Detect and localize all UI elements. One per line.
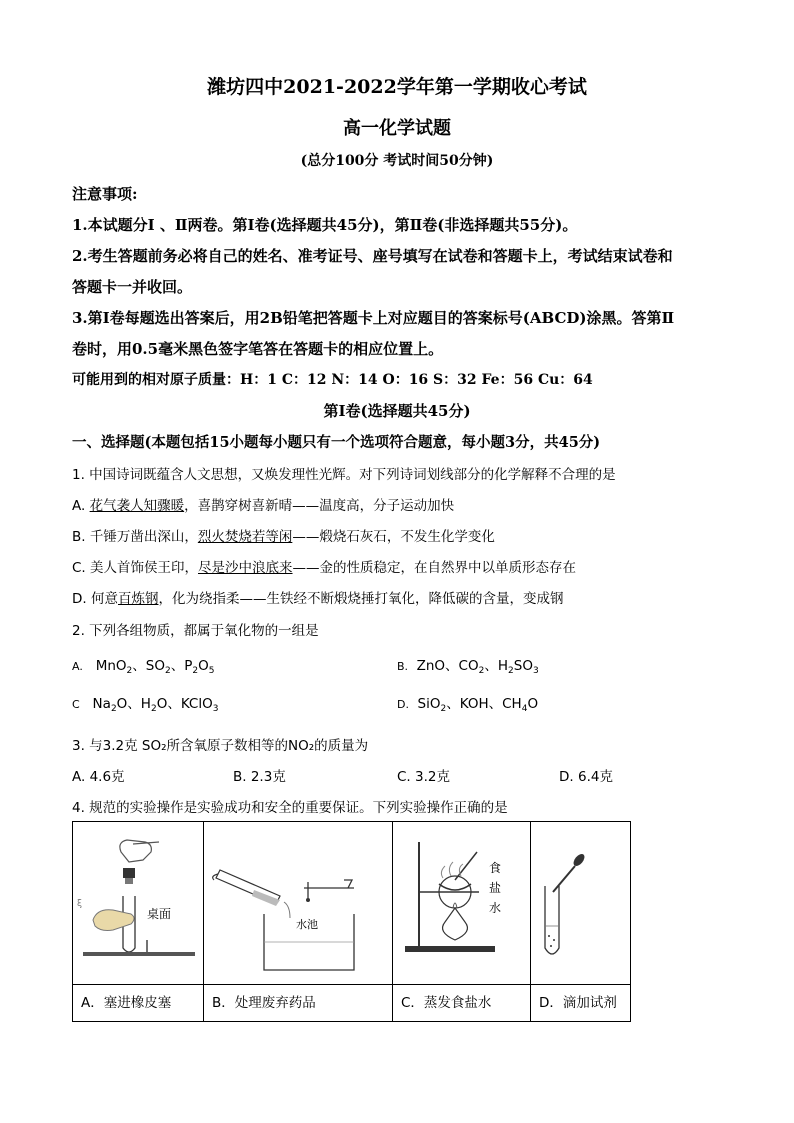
q1-stem: 1. 中国诗词既蕴含人文思想，又焕发理性光辉。对下列诗词划线部分的化学解释不合理的是 — [72, 467, 616, 483]
q3-stem: 3. 与3.2克 SO₂所含氧原子数相等的NO₂的质量为 — [72, 738, 369, 754]
notes-heading: 注意事项: — [72, 185, 138, 203]
note-item-3-line-2: 卷时，用0.5毫米黑色签字笔答在答题卡的相应位置上。 — [72, 340, 444, 358]
q1-option-a: A. 花气袭人知骤暖，喜鹊穿树喜新晴——温度高，分子运动加快 — [72, 498, 455, 514]
q3-option-b: B. 2.3克 — [233, 769, 286, 785]
exam-meta: (总分100分 考试时间50分钟) — [300, 153, 494, 169]
q2-option-c: C $Na_2O$、$H_2O$、KClO$_3$ — [72, 696, 219, 714]
part-1-heading: 一、选择题(本题包括15小题每小题只有一个选项符合题意，每小题3分，共45分) — [72, 434, 601, 451]
q3-option-c: C. 3.2克 — [397, 769, 450, 785]
q1-option-d: D. 何意百炼钢，化为绕指柔——生铁经不断煅烧捶打氧化，降低碳的含量，变成钢 — [72, 591, 564, 607]
q3-option-a: A. 4.6克 — [72, 769, 125, 785]
note-item-2-line-1: 2.考生答题前务必将自己的姓名、准考证号、座号填写在试卷和答题卡上，考试结束试卷和 — [72, 247, 673, 265]
note-item-1: 1.本试题分Ⅰ 、Ⅱ两卷。第Ⅰ卷(选择题共45分)，第Ⅱ卷(非选择题共55分)。 — [72, 216, 578, 234]
q4-figure-d — [531, 822, 631, 985]
q1-option-b: B. 千锤万凿出深山，烈火焚烧若等闲——煅烧石灰石，不发生化学变化 — [72, 529, 495, 545]
q4-caption-c: C．蒸发食盐水 — [401, 995, 492, 1011]
figure-b-label: 水池 — [296, 918, 318, 931]
q2-option-a: A. MnO$_2$、$SO_2$、$P_2O_5$ — [72, 658, 215, 676]
figure-a-label: 桌面 — [147, 907, 172, 921]
figure-c-label-3: 水 — [489, 901, 502, 915]
q4-figure-a — [73, 822, 204, 985]
atomic-mass-line: 可能用到的相对原子质量：H：1 C：12 N：14 O：16 S：32 Fe：56 Cu：64 — [72, 372, 593, 388]
q2-option-b: B. ZnO、$CO_2$、$H_2SO_3$ — [397, 658, 539, 676]
figure-c-label-2: 盐 — [489, 881, 502, 895]
exam-title: 潍坊四中2021-2022学年第一学期收心考试 — [207, 76, 587, 98]
q4-caption-d: D．滴加试剂 — [539, 995, 617, 1011]
q1-option-c: C. 美人首饰侯王印，尽是沙中浪底来——金的性质稳定，在自然界中以单质形态存在 — [72, 560, 577, 576]
q2-stem: 2. 下列各组物质，都属于氧化物的一组是 — [72, 623, 319, 639]
note-item-2-line-2: 答题卡一并收回。 — [72, 278, 193, 296]
q4-figure-b — [204, 822, 393, 985]
q4-stem: 4. 规范的实验操作是实验成功和安全的重要保证。下列实验操作正确的是 — [72, 800, 508, 816]
note-item-3-line-1: 3.第Ⅰ卷每题选出答案后，用2B铅笔把答题卡上对应题目的答案标号(ABCD)涂黑。答第Ⅱ — [72, 309, 675, 327]
q4-options-table — [72, 821, 631, 1022]
q3-option-d: D. 6.4克 — [559, 769, 613, 785]
figure-c-label-1: 食 — [489, 861, 502, 875]
q4-figure-c — [393, 822, 531, 985]
section-1-heading: 第Ⅰ卷(选择题共45分) — [323, 402, 471, 420]
svg-text:ξ: ξ — [77, 899, 83, 909]
q4-caption-a: A．塞进橡皮塞 — [81, 995, 172, 1011]
q4-caption-b: B．处理废弃药品 — [212, 995, 316, 1011]
q2-option-d: D. SiO$_2$、KOH、$CH_4O$ — [397, 696, 539, 714]
exam-subtitle: 高一化学试题 — [343, 118, 451, 139]
